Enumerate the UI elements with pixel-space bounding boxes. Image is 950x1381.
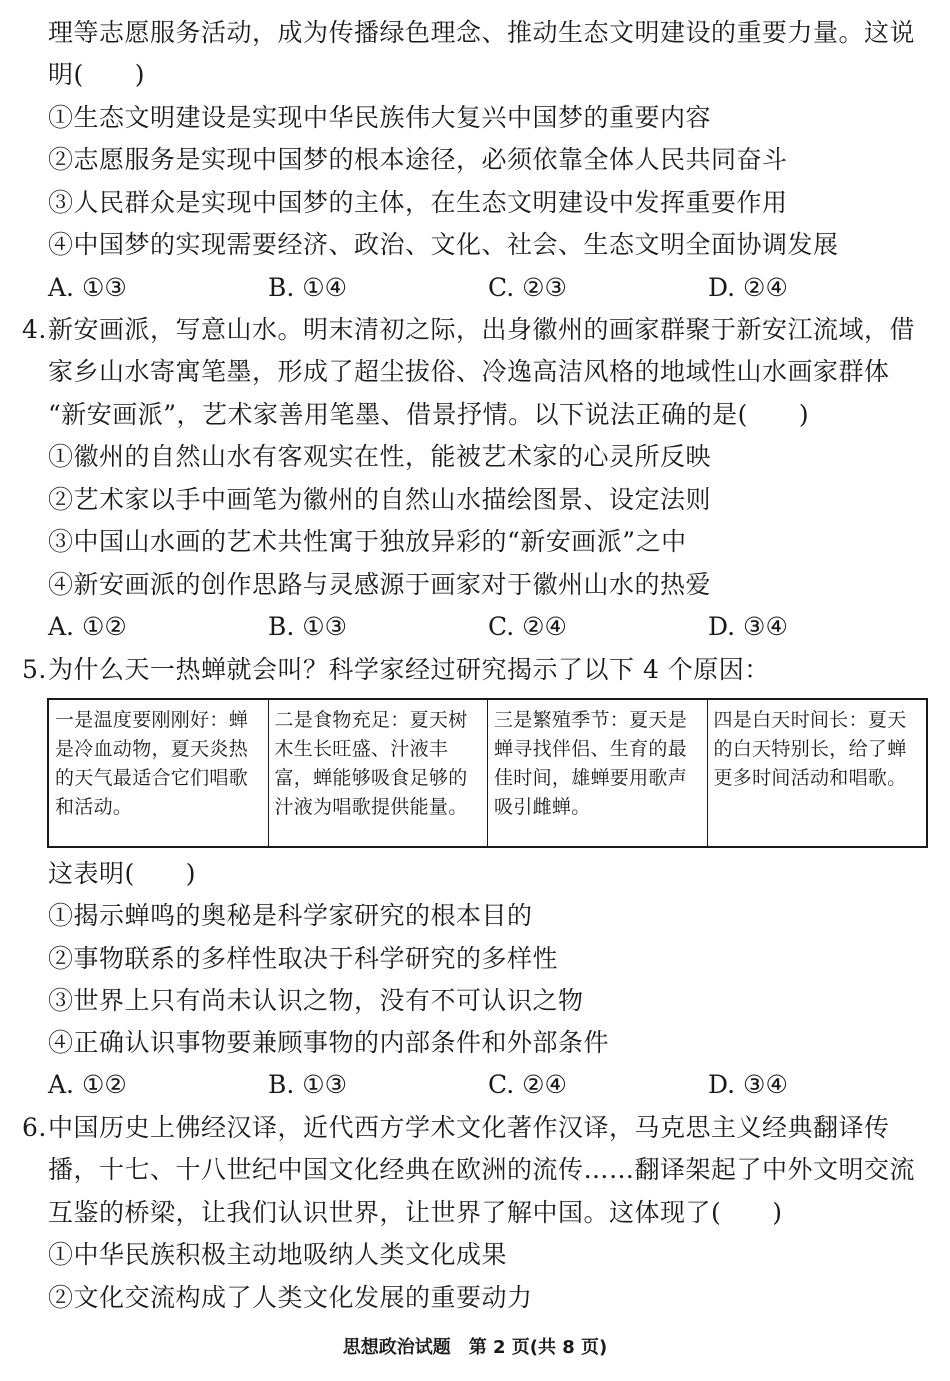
q4-number: 4. <box>22 315 47 344</box>
q5-number: 5. <box>22 655 47 684</box>
q5-table-cell-4: 四是白天时间长：夏天的白天特别长，给了蝉更多时间活动和唱歌。 <box>713 709 907 789</box>
q4-stem-line-2: 家乡山水寄寓笔墨，形成了超尘拔俗、冷逸高洁风格的地域性山水画家群体 <box>48 357 890 386</box>
q4-option-b: B. ①③ <box>268 612 348 641</box>
q4-option-d: D. ③④ <box>708 612 788 641</box>
q5-item-1: ①揭示蝉鸣的奥秘是科学家研究的根本目的 <box>48 901 533 930</box>
q3-option-b: B. ①④ <box>268 273 348 302</box>
q5-options <box>48 1070 928 1100</box>
q6-item-1: ①中华民族积极主动地吸纳人类文化成果 <box>48 1240 508 1269</box>
q5-stem: 为什么天一热蝉就会叫？科学家经过研究揭示了以下 4 个原因： <box>48 655 770 684</box>
q3-item-2: ②志愿服务是实现中国梦的根本途径，必须依靠全体人民共同奋斗 <box>48 145 788 174</box>
q4-option-a: A. ①② <box>48 612 127 641</box>
q4-item-2: ②艺术家以手中画笔为徽州的自然山水描绘图景、设定法则 <box>48 485 712 514</box>
q6-stem-line-2: 播，十七、十八世纪中国文化经典在欧洲的流传……翻译架起了中外文明交流 <box>48 1155 916 1184</box>
q3-item-3: ③人民群众是实现中国梦的主体，在生态文明建设中发挥重要作用 <box>48 188 788 217</box>
q3-stem-line-2: 明( ) <box>48 60 146 89</box>
page-footer: 思想政治试题 第 2 页(共 8 页) <box>342 1337 608 1358</box>
q5-item-3: ③世界上只有尚未认识之物，没有不可认识之物 <box>48 986 584 1015</box>
q6-stem-line-1: 中国历史上佛经汉译，近代西方学术文化著作汉译，马克思主义经典翻译传 <box>48 1113 890 1142</box>
q5-option-a: A. ①② <box>48 1070 127 1099</box>
q5-prompt: 这表明( ) <box>48 859 197 888</box>
q4-option-c: C. ②④ <box>488 612 567 641</box>
q4-item-4: ④新安画派的创作思路与灵感源于画家对于徽州山水的热爱 <box>48 570 712 599</box>
q3-options <box>48 273 928 303</box>
q3-stem-line-1: 理等志愿服务活动，成为传播绿色理念、推动生态文明建设的重要力量。这说 <box>48 18 916 47</box>
q4-options <box>48 612 928 642</box>
q5-table-cell-1: 一是温度要刚刚好：蝉是冷血动物，夏天炎热的天气最适合它们唱歌和活动。 <box>49 700 269 846</box>
q3-item-4: ④中国梦的实现需要经济、政治、文化、社会、生态文明全面协调发展 <box>48 230 839 259</box>
q5-item-2: ②事物联系的多样性取决于科学研究的多样性 <box>48 944 559 973</box>
q3-option-a: A. ①③ <box>48 273 127 302</box>
q6-number: 6. <box>22 1113 47 1142</box>
q5-option-c: C. ②④ <box>488 1070 567 1099</box>
q6-item-2: ②文化交流构成了人类文化发展的重要动力 <box>48 1283 533 1312</box>
q4-stem-line-1: 新安画派，写意山水。明末清初之际，出身徽州的画家群聚于新安江流域，借 <box>48 315 916 344</box>
q6-stem-line-3: 互鉴的桥梁，让我们认识世界，让世界了解中国。这体现了( ) <box>48 1198 783 1227</box>
q4-item-3: ③中国山水画的艺术共性寓于独放异彩的“新安画派”之中 <box>48 527 687 556</box>
q3-option-d: D. ②④ <box>708 273 788 302</box>
q5-option-d: D. ③④ <box>708 1070 788 1099</box>
q5-table-cell-2: 二是食物充足：夏天树木生长旺盛、汁液丰富，蝉能够吸食足够的汁液为唱歌提供能量。 <box>269 700 489 846</box>
q5-table-cell-3: 三是繁殖季节：夏天是蝉寻找伴侣、生育的最佳时间，雄蝉要用歌声吸引雌蝉。 <box>488 700 708 846</box>
q3-item-1: ①生态文明建设是实现中华民族伟大复兴中国梦的重要内容 <box>48 103 712 132</box>
q4-stem-line-3: “新安画派”，艺术家善用笔墨、借景抒情。以下说法正确的是( ) <box>48 400 810 429</box>
q5-item-4: ④正确认识事物要兼顾事物的内部条件和外部条件 <box>48 1028 610 1057</box>
q3-option-c: C. ②③ <box>488 273 567 302</box>
q5-option-b: B. ①③ <box>268 1070 348 1099</box>
q4-item-1: ①徽州的自然山水有客观实在性，能被艺术家的心灵所反映 <box>48 442 712 471</box>
q5-reasons-table <box>47 698 928 848</box>
